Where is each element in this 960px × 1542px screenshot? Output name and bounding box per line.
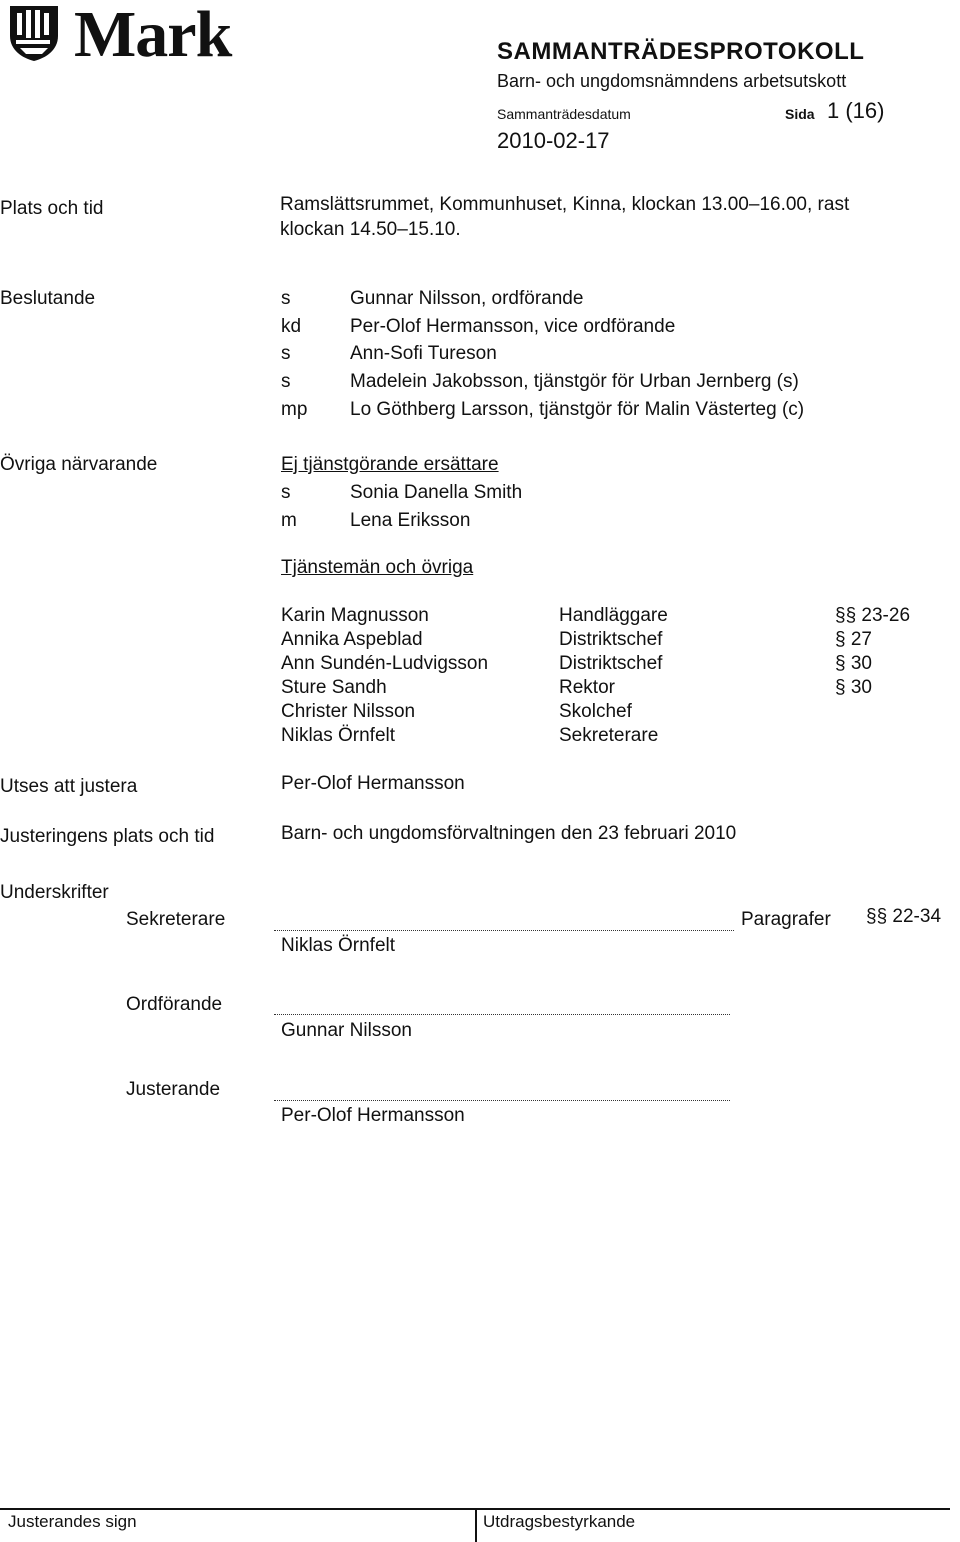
page-number: 1 (16) bbox=[827, 98, 885, 123]
member-name: Lo Göthberg Larsson, tjänstgör för Malin Västerteg (c) bbox=[350, 399, 805, 420]
official-paragraph: §§ 23-26 bbox=[835, 605, 911, 626]
adjust-value: Per-Olof Hermansson bbox=[281, 773, 465, 794]
paragraphs-label: Paragrafer bbox=[741, 909, 831, 930]
member-name: Per-Olof Hermansson, vice ordförande bbox=[350, 316, 676, 337]
deciding-label: Beslutande bbox=[0, 288, 96, 309]
document-title: SAMMANTRÄDESPROTOKOLL bbox=[497, 38, 865, 65]
official-name: Christer Nilsson bbox=[281, 701, 416, 722]
footer-left-label: Justerandes sign bbox=[8, 1512, 137, 1531]
substitutes-heading: Ej tjänstgörande ersättare bbox=[281, 454, 499, 475]
official-role: Skolchef bbox=[559, 701, 632, 722]
member-party: s bbox=[281, 371, 291, 392]
official-name: Annika Aspeblad bbox=[281, 629, 423, 650]
logo bbox=[6, 4, 62, 62]
chair-name: Gunnar Nilsson bbox=[281, 1020, 412, 1041]
meeting-date-label: Sammanträdesdatum bbox=[497, 106, 631, 122]
member-party: kd bbox=[281, 316, 302, 337]
substitute-party: s bbox=[281, 482, 291, 503]
footer-divider bbox=[475, 1508, 477, 1542]
official-paragraph: § 30 bbox=[835, 653, 872, 674]
official-paragraph: § 27 bbox=[835, 629, 872, 650]
member-name: Ann-Sofi Tureson bbox=[350, 343, 497, 364]
substitute-name: Lena Eriksson bbox=[350, 510, 471, 531]
footer-right-label: Utdragsbestyrkande bbox=[483, 1512, 636, 1531]
logo-wordmark: Mark bbox=[74, 0, 232, 71]
member-party: s bbox=[281, 288, 291, 309]
chair-signature-line bbox=[274, 1014, 730, 1015]
secretary-label: Sekreterare bbox=[126, 909, 226, 930]
official-role: Distriktschef bbox=[559, 629, 663, 650]
officials-heading: Tjänstemän och övriga bbox=[281, 557, 474, 578]
place-line-2: klockan 14.50–15.10. bbox=[280, 219, 461, 240]
official-role: Distriktschef bbox=[559, 653, 663, 674]
adjust-label: Utses att justera bbox=[0, 776, 138, 797]
chair-label: Ordförande bbox=[126, 994, 223, 1015]
official-paragraph: § 30 bbox=[835, 677, 872, 698]
substitute-name: Sonia Danella Smith bbox=[350, 482, 523, 503]
adjuster-name: Per-Olof Hermansson bbox=[281, 1105, 465, 1126]
member-name: Madelein Jakobsson, tjänstgör för Urban Jernberg (s) bbox=[350, 371, 799, 392]
place-label: Plats och tid bbox=[0, 198, 104, 219]
municipality-crest-icon bbox=[6, 4, 62, 62]
official-role: Sekreterare bbox=[559, 725, 659, 746]
member-party: mp bbox=[281, 399, 308, 420]
secretary-name: Niklas Örnfelt bbox=[281, 935, 396, 956]
document-subtitle: Barn- och ungdomsnämndens arbetsutskott bbox=[497, 71, 847, 91]
member-name: Gunnar Nilsson, ordförande bbox=[350, 288, 584, 309]
substitute-party: m bbox=[281, 510, 297, 531]
meeting-date: 2010-02-17 bbox=[497, 128, 610, 153]
paragraphs-value: §§ 22-34 bbox=[866, 906, 942, 927]
adjust-place-value: Barn- och ungdomsförvaltningen den 23 februari 2010 bbox=[281, 823, 737, 844]
adjuster-label: Justerande bbox=[126, 1079, 221, 1100]
adjuster-signature-line bbox=[274, 1100, 730, 1101]
page-label: Sida bbox=[785, 106, 815, 122]
member-party: s bbox=[281, 343, 291, 364]
official-name: Niklas Örnfelt bbox=[281, 725, 396, 746]
official-name: Ann Sundén-Ludvigsson bbox=[281, 653, 489, 674]
signatures-heading: Underskrifter bbox=[0, 882, 109, 903]
official-role: Rektor bbox=[559, 677, 615, 698]
official-name: Sture Sandh bbox=[281, 677, 387, 698]
adjust-place-label: Justeringens plats och tid bbox=[0, 826, 215, 847]
place-line-1: Ramslättsrummet, Kommunhuset, Kinna, klockan 13.00–16.00, rast bbox=[280, 194, 850, 215]
others-label: Övriga närvarande bbox=[0, 454, 158, 475]
official-role: Handläggare bbox=[559, 605, 668, 626]
secretary-signature-line bbox=[274, 930, 734, 931]
official-name: Karin Magnusson bbox=[281, 605, 429, 626]
